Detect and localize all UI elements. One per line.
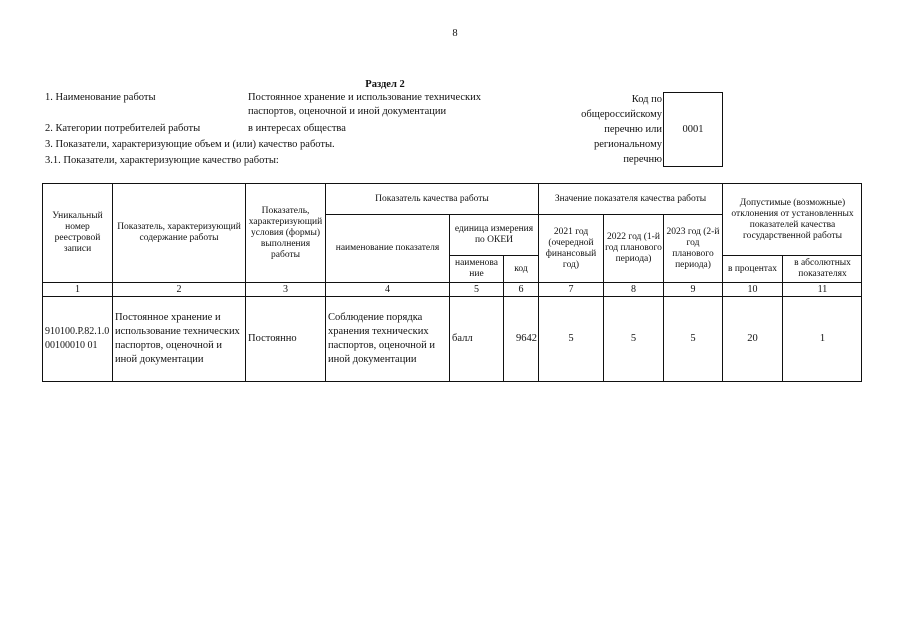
column-number: 5 [474,283,479,295]
cell-unit-code: 9642 [516,333,537,344]
cell-registry-number: 910100.Р.82.1.000100010 01 [45,326,110,351]
column-number: 3 [283,283,288,295]
header-2022: 2022 год (1-й год планового периода) [605,232,662,264]
code-label-line: Код по [631,94,662,105]
code-label-line: общероссийскому [581,109,662,120]
section-row-label: 2. Категории потребителей работы [45,123,201,134]
cell-dev-absolute: 1 [819,333,826,344]
cell-unit-name: балл [452,333,473,344]
column-number: 6 [518,283,524,295]
cell-condition: Постоянно [248,333,297,344]
cell-content: Постоянное хранение и использование технических паспортов, оценочной и иной документации [115,312,240,365]
column-number: 11 [817,283,828,295]
column-number: 8 [631,283,636,295]
section-title: Раздел 2 [365,79,405,90]
header-2021: 2021 год (очередной финансовый год) [545,226,597,270]
column-number: 10 [747,283,758,295]
header-unit-group: единица измерения по ОКЕИ [454,224,534,245]
header-content: Показатель, характеризующий содержание работы [117,222,241,243]
code-label-line: перечню или [604,124,662,135]
header-deviation-group: Допустимые (возможные) отклонения от установленных показателей качества государственной работы [731,197,854,241]
header-unit-name: наименова ние [454,258,499,279]
header-dev-absolute: в абсолютных показателях [794,258,851,279]
cell-2022: 5 [630,333,637,344]
header-dev-percent: в процентах [727,263,778,274]
section-row-value: паспортов, оценочной и иной документации [248,106,447,117]
header-registry-number: Уникальный номер реестровой записи [52,211,103,254]
code-label-line: перечню [623,154,662,165]
column-number: 2 [176,283,182,295]
header-value-group: Значение показателя качества работы [554,193,707,204]
section-row-label: 3. Показатели, характеризующие объем и (или) качество работы. [45,139,335,150]
section-row-value: Постоянное хранение и использование технических [248,92,482,103]
cell-2021: 5 [568,333,574,344]
column-number: 4 [385,283,390,295]
code-value: 0001 [682,124,704,135]
header-unit-code: код [514,263,528,274]
column-number: 9 [690,283,696,295]
column-number: 7 [568,283,574,295]
section-row-value: в интересах общества [248,123,346,134]
header-quality-name: наименование показателя [335,243,440,253]
page-number: 8 [452,28,458,39]
header-2023: 2023 год (2-й год планового периода) [666,226,720,270]
cell-dev-percent: 20 [747,333,758,344]
code-label-line: региональному [593,139,662,150]
cell-2023: 5 [690,333,696,344]
section-row-label: 1. Наименование работы [45,92,156,103]
section-row-label: 3.1. Показатели, характеризующие качество работы: [45,155,279,166]
header-quality-group: Показатель качества работы [375,193,489,204]
column-number: 1 [75,283,80,295]
cell-indicator-name: Соблюдение порядка хранения технических паспортов, оценочной и иной документации [328,312,435,365]
header-condition: Показатель, характеризующий условия (формы) выполнения работы [248,205,323,260]
